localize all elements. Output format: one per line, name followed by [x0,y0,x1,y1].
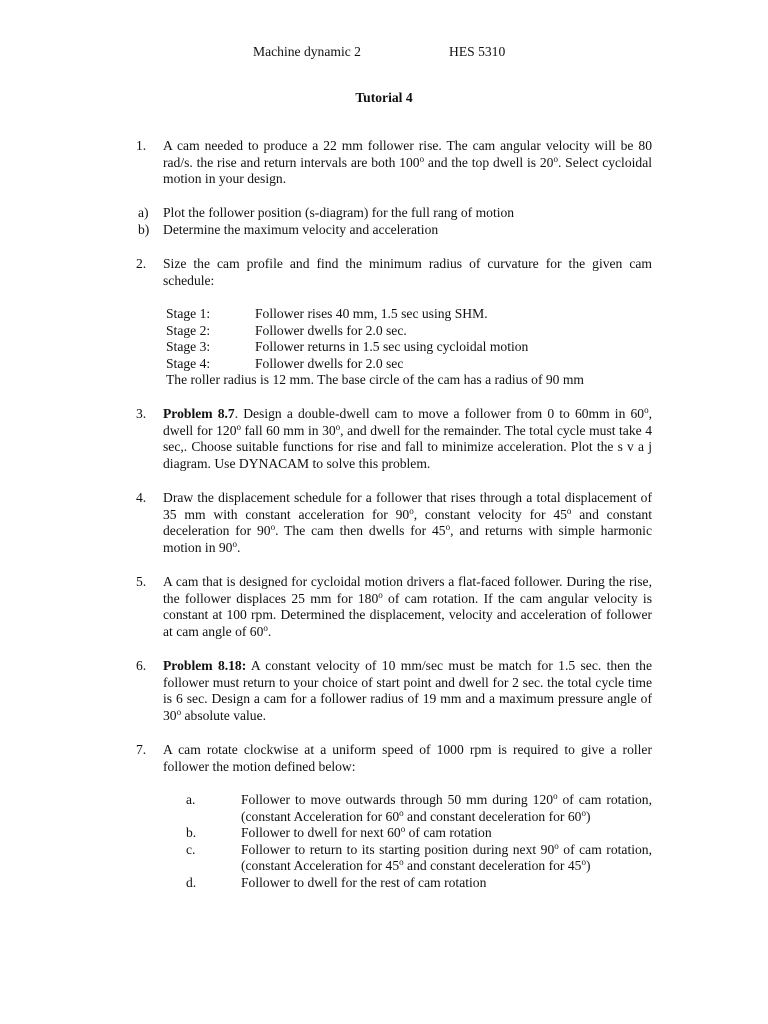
degree-symbol: o [553,153,558,164]
degree-symbol: o [263,622,268,633]
question-1-subparts [138,205,654,238]
course-name: Machine dynamic 2 [253,44,361,59]
motion-item-a: a. Follower to move outwards through 50 mm during 120$^o$ of cam rotation, (constant Acceleration for 60$^o$ and constant deceleration for 60$^o$) [186,791,653,824]
motion-item-b: b. Follower to dwell for next 60$^o$ of cam rotation [186,824,492,841]
degree-symbol: o [445,522,451,533]
question-number: 5. [136,574,147,589]
question-4 [136,490,652,556]
question-number: 4. [136,490,147,505]
degree-symbol: o [566,505,572,516]
question-text: A cam needed to produce a 22 mm follower rise. The cam angular velocity will be 80 rad/s. the rise and return intervals are both 100$^o$ and the top dwell is 20$^o$. Select cycloidal motion in your design. [163,138,653,187]
question-text: Problem 8.7. Design a double-dwell cam to move a follower from 0 to 60mm in 60$^o$, dwell for 120$^o$ fall 60 mm in 30$^o$, and dwell for the remainder. The total cycle must take 4 sec,. Choose suitable functions for rise and fall to minimize acceleration. Plot the s v a j diagram. Use DYNACAM to solve this problem. [163,405,652,471]
tutorial-title: Tutorial 4 [355,90,413,105]
degree-symbol: o [553,791,558,801]
course-code: HES 5310 [449,44,506,59]
question-2 [136,256,652,289]
degree-symbol: o [236,421,241,432]
degree-symbol: o [644,405,649,415]
stage-row: Stage 3: Follower returns in 1.5 sec using cycloidal motion [166,339,529,355]
question-number: 7. [136,742,147,757]
degree-symbol: o [399,857,404,868]
question-number: 3. [136,406,147,421]
question-7-motion-list [186,792,652,892]
degree-symbol: o [581,807,586,818]
degree-symbol: o [232,538,237,549]
roller-note: The roller radius is 12 mm. The base circle of the cam has a radius of 90 mm [166,372,585,388]
question-6 [136,658,652,724]
degree-symbol: o [554,840,559,851]
motion-item-c: c. Follower to return to its starting position during next 90$^o$ of cam rotation, (constant Acceleration for 45$^o$ and constant deceleration for 45$^o$) [186,840,652,874]
question-1 [136,138,652,188]
question-text: Draw the displacement schedule for a follower that rises through a total displacement of 35 mm with constant acceleration for 90$^o$, constant velocity for 45$^o$ and constant deceleration for 90$^o$. The cam then dwells for 45$^o$, and returns with simple harmonic motion in 90$^o$. [163,490,652,555]
degree-symbol: o [176,706,182,717]
question-text: A cam that is designed for cycloidal motion drivers a flat-faced follower. During the rise, the follower displaces 25 mm for 180$^o$ of cam rotation. If the cam angular velocity is constant at 100 rpm. Determined the displacement, velocity and acceleration of follower at cam angle of 60$^o$. [163,574,652,639]
question-text: Problem 8.18: A constant velocity of 10 mm/sec must be match for 1.5 sec. then the follower must return to your choice of start point and dwell for 2 sec. the total cycle time is 6 sec. Design a cam for a follower radius of 19 mm and a maximum pressure angle of 30$^o$ absolute value. [163,658,652,723]
degree-symbol: o [581,857,586,868]
stage-row: Stage 4: Follower dwells for 2.0 sec [166,355,404,371]
question-text: A cam rotate clockwise at a uniform speed of 1000 rpm is required to give a roller follower the motion defined below: [163,742,652,774]
degree-symbol: o [378,589,383,600]
subpart-b: b) Determine the maximum velocity and acceleration [138,221,439,237]
question-7 [136,742,652,775]
question-number: 2. [136,256,147,271]
question-3 [136,406,652,472]
degree-symbol: o [419,153,425,164]
question-number: 6. [136,658,147,673]
problem-ref: Problem 8.18: [163,658,247,673]
degree-symbol: o [409,505,414,516]
question-5 [136,574,652,640]
subpart-a: a) Plot the follower position (s-diagram) for the full rang of motion [138,205,515,220]
stage-row: Stage 2: Follower dwells for 2.0 sec. [166,322,407,338]
degree-symbol: o [399,807,404,818]
degree-symbol: o [400,824,406,835]
degree-symbol: o [270,522,276,533]
question-text: Size the cam profile and find the minimum radius of curvature for the given cam schedule: [163,256,652,288]
page-header [0,44,768,61]
stage-row: Stage 1: Follower rises 40 mm, 1.5 sec using SHM. [166,306,488,321]
degree-symbol: o [335,421,341,432]
question-number: 1. [136,138,147,153]
problem-ref: Problem 8.7 [163,406,235,421]
motion-item-d: d. Follower to dwell for the rest of cam rotation [186,874,487,890]
